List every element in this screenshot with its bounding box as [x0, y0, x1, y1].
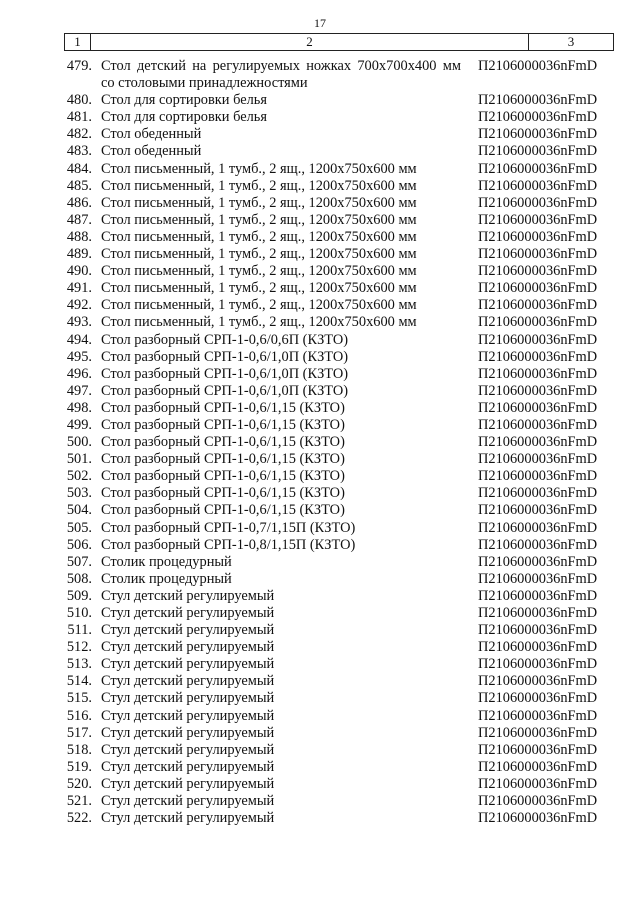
row-number: 509.	[66, 587, 92, 604]
item-code: П2106000036nFmD	[478, 758, 598, 775]
item-code: П2106000036nFmD	[478, 399, 598, 416]
row-number: 512.	[66, 639, 92, 656]
item-code: П2106000036nFmD	[478, 536, 598, 553]
row-number: 499.	[66, 416, 92, 433]
table-row	[0, 776, 640, 793]
item-name: Столик процедурный	[101, 553, 232, 570]
item-name: Стол разборный СРП-1-0,6/1,0П (КЗТО)	[101, 365, 349, 382]
item-name: Стол обеденный	[101, 126, 202, 143]
item-code: П2106000036nFmD	[478, 502, 598, 519]
table-row	[0, 725, 640, 742]
row-number: 485.	[66, 177, 92, 194]
item-name: Стол письменный, 1 тумб., 2 ящ., 1200х750х600 мм	[101, 160, 417, 177]
item-name: Стул детский регулируемый	[101, 690, 275, 707]
row-number: 493.	[66, 314, 92, 331]
item-name: Стол разборный СРП-1-0,6/1,15 (КЗТО)	[101, 416, 345, 433]
item-code: П2106000036nFmD	[478, 58, 598, 74]
item-code: П2106000036nFmD	[478, 314, 598, 331]
item-name: Стул детский регулируемый	[101, 775, 275, 792]
item-code: П2106000036nFmD	[478, 365, 598, 382]
item-name: Стол для сортировки белья	[101, 92, 267, 109]
item-code: П2106000036nFmD	[478, 211, 598, 228]
item-code: П2106000036nFmD	[478, 143, 598, 160]
item-name: Стол письменный, 1 тумб., 2 ящ., 1200х750х600 мм	[101, 177, 417, 194]
item-code: П2106000036nFmD	[478, 622, 598, 639]
row-number: 508.	[66, 570, 92, 587]
item-code: П2106000036nFmD	[478, 228, 598, 245]
item-name: Стол письменный, 1 тумб., 2 ящ., 1200х750х600 мм	[101, 280, 417, 297]
item-code: П2106000036nFmD	[478, 656, 598, 673]
row-number: 479.	[66, 58, 92, 74]
item-name: Стол разборный СРП-1-0,8/1,15П (КЗТО)	[101, 536, 356, 553]
table-row	[0, 417, 640, 434]
row-number: 516.	[66, 707, 92, 724]
row-number: 515.	[66, 690, 92, 707]
table-row	[0, 178, 640, 195]
table-row	[0, 673, 640, 690]
column-header-1: 1	[65, 34, 91, 50]
table-row	[0, 314, 640, 331]
item-name: Стол детский на регулируемых ножках 700х700х400 мм со столовыми принадлежностями	[101, 58, 461, 92]
table-row	[0, 554, 640, 571]
row-number: 481.	[66, 109, 92, 126]
row-number: 487.	[66, 211, 92, 228]
row-number: 514.	[66, 673, 92, 690]
row-number: 490.	[66, 263, 92, 280]
item-code: П2106000036nFmD	[478, 775, 598, 792]
item-name: Стол письменный, 1 тумб., 2 ящ., 1200х750х600 мм	[101, 314, 417, 331]
item-name: Стол письменный, 1 тумб., 2 ящ., 1200х750х600 мм	[101, 263, 417, 280]
item-name: Стул детский регулируемый	[101, 673, 275, 690]
row-number: 503.	[66, 485, 92, 502]
row-number: 483.	[66, 143, 92, 160]
item-name: Столик процедурный	[101, 570, 232, 587]
item-name: Стол разборный СРП-1-0,6/1,0П (КЗТО)	[101, 382, 349, 399]
table-row	[0, 126, 640, 143]
item-name: Стул детский регулируемый	[101, 656, 275, 673]
table-row	[0, 434, 640, 451]
table-row	[0, 366, 640, 383]
item-name: Стол письменный, 1 тумб., 2 ящ., 1200х750х600 мм	[101, 246, 417, 263]
table-row	[0, 810, 640, 827]
row-number: 511.	[67, 622, 92, 639]
table-row	[0, 656, 640, 673]
item-code: П2106000036nFmD	[478, 553, 598, 570]
table-row	[0, 537, 640, 554]
item-name: Стол письменный, 1 тумб., 2 ящ., 1200х750х600 мм	[101, 228, 417, 245]
row-number: 484.	[66, 160, 92, 177]
table-row	[0, 229, 640, 246]
item-code: П2106000036nFmD	[478, 331, 598, 348]
item-name: Стул детский регулируемый	[101, 707, 275, 724]
row-number: 486.	[66, 194, 92, 211]
row-number: 501.	[66, 451, 92, 468]
row-number: 497.	[66, 382, 92, 399]
item-code: П2106000036nFmD	[478, 468, 598, 485]
table-row	[0, 742, 640, 759]
table-row	[0, 280, 640, 297]
row-number: 519.	[66, 758, 92, 775]
table-row	[0, 400, 640, 417]
table-row	[0, 485, 640, 502]
item-name: Стол разборный СРП-1-0,6/1,15 (КЗТО)	[101, 451, 345, 468]
table-row	[0, 349, 640, 366]
column-header-2: 2	[91, 34, 529, 50]
item-code: П2106000036nFmD	[478, 724, 598, 741]
item-name: Стул детский регулируемый	[101, 793, 275, 810]
item-code: П2106000036nFmD	[478, 673, 598, 690]
item-name: Стул детский регулируемый	[101, 758, 275, 775]
item-code: П2106000036nFmD	[478, 434, 598, 451]
row-number: 488.	[66, 228, 92, 245]
item-name: Стол разборный СРП-1-0,6/0,6П (КЗТО)	[101, 331, 349, 348]
row-number: 491.	[66, 280, 92, 297]
item-name: Стол разборный СРП-1-0,7/1,15П (КЗТО)	[101, 519, 356, 536]
item-code: П2106000036nFmD	[478, 451, 598, 468]
row-number: 517.	[66, 724, 92, 741]
row-number: 502.	[66, 468, 92, 485]
item-name: Стол разборный СРП-1-0,6/1,15 (КЗТО)	[101, 399, 345, 416]
item-code: П2106000036nFmD	[478, 126, 598, 143]
table-row	[0, 793, 640, 810]
row-number: 496.	[66, 365, 92, 382]
page-number: 17	[314, 16, 326, 30]
row-number: 522.	[66, 810, 92, 827]
row-number: 504.	[66, 502, 92, 519]
item-code: П2106000036nFmD	[478, 519, 598, 536]
row-number: 518.	[66, 741, 92, 758]
item-name: Стол разборный СРП-1-0,6/1,0П (КЗТО)	[101, 348, 349, 365]
table-row	[0, 690, 640, 707]
table-row	[0, 161, 640, 178]
row-number: 500.	[66, 434, 92, 451]
table-row	[0, 212, 640, 229]
row-number: 495.	[66, 348, 92, 365]
row-number: 520.	[66, 775, 92, 792]
item-code: П2106000036nFmD	[478, 263, 598, 280]
table-row	[0, 451, 640, 468]
item-name: Стол письменный, 1 тумб., 2 ящ., 1200х750х600 мм	[101, 194, 417, 211]
item-name: Стул детский регулируемый	[101, 605, 275, 621]
item-name: Стол письменный, 1 тумб., 2 ящ., 1200х750х600 мм	[101, 211, 417, 228]
table-header	[64, 33, 614, 51]
item-name: Стул детский регулируемый	[101, 639, 275, 656]
item-code: П2106000036nFmD	[478, 707, 598, 724]
table-row	[0, 502, 640, 519]
table-row	[0, 246, 640, 263]
item-code: П2106000036nFmD	[478, 109, 598, 126]
item-name: Стул детский регулируемый	[101, 810, 275, 827]
item-name: Стул детский регулируемый	[101, 741, 275, 758]
item-code: П2106000036nFmD	[478, 177, 598, 194]
item-code: П2106000036nFmD	[478, 570, 598, 587]
item-name: Стол разборный СРП-1-0,6/1,15 (КЗТО)	[101, 502, 345, 519]
item-code: П2106000036nFmD	[478, 348, 598, 365]
row-number: 507.	[66, 553, 92, 570]
item-code: П2106000036nFmD	[478, 793, 598, 810]
table-row	[0, 588, 640, 605]
table-body	[0, 58, 640, 827]
item-name: Стул детский регулируемый	[101, 587, 275, 604]
table-row	[0, 571, 640, 588]
item-name: Стол обеденный	[101, 143, 202, 160]
row-number: 482.	[66, 126, 92, 143]
table-row	[0, 143, 640, 160]
table-row	[0, 109, 640, 126]
table-row	[0, 58, 640, 92]
table-row	[0, 468, 640, 485]
item-code: П2106000036nFmD	[478, 690, 598, 707]
item-name: Стул детский регулируемый	[101, 622, 275, 639]
item-code: П2106000036nFmD	[478, 194, 598, 211]
item-name: Стол разборный СРП-1-0,6/1,15 (КЗТО)	[101, 485, 345, 502]
item-code: П2106000036nFmD	[478, 92, 598, 109]
table-row	[0, 92, 640, 109]
item-name: Стол разборный СРП-1-0,6/1,15 (КЗТО)	[101, 434, 345, 451]
item-code: П2106000036nFmD	[478, 485, 598, 502]
column-header-3: 3	[567, 34, 575, 49]
table-row	[0, 622, 640, 639]
row-number: 494.	[66, 331, 92, 348]
item-code: П2106000036nFmD	[478, 741, 598, 758]
item-code: П2106000036nFmD	[478, 810, 598, 827]
table-row	[0, 759, 640, 776]
item-code: П2106000036nFmD	[478, 280, 598, 297]
item-name: Стол для сортировки белья	[101, 109, 267, 126]
item-code: П2106000036nFmD	[478, 605, 598, 621]
item-name: Стол письменный, 1 тумб., 2 ящ., 1200х750х600 мм	[101, 297, 417, 314]
table-row	[0, 383, 640, 400]
row-number: 492.	[66, 297, 92, 314]
table-row	[0, 297, 640, 314]
table-row	[0, 332, 640, 349]
table-row	[0, 639, 640, 656]
item-code: П2106000036nFmD	[478, 382, 598, 399]
row-number: 480.	[66, 92, 92, 109]
row-number: 505.	[66, 519, 92, 536]
table-row	[0, 708, 640, 725]
item-name: Стул детский регулируемый	[101, 724, 275, 741]
table-row	[0, 520, 640, 537]
row-number: 498.	[66, 399, 92, 416]
item-code: П2106000036nFmD	[478, 297, 598, 314]
row-number: 489.	[66, 246, 92, 263]
item-code: П2106000036nFmD	[478, 416, 598, 433]
table-row	[0, 195, 640, 212]
item-code: П2106000036nFmD	[478, 246, 598, 263]
row-number: 510.	[66, 605, 92, 621]
row-number: 513.	[66, 656, 92, 673]
item-code: П2106000036nFmD	[478, 639, 598, 656]
table-row	[0, 605, 640, 622]
table-row	[0, 263, 640, 280]
item-code: П2106000036nFmD	[478, 587, 598, 604]
item-code: П2106000036nFmD	[478, 160, 598, 177]
row-number: 521.	[66, 793, 92, 810]
item-name: Стол разборный СРП-1-0,6/1,15 (КЗТО)	[101, 468, 345, 485]
row-number: 506.	[66, 536, 92, 553]
